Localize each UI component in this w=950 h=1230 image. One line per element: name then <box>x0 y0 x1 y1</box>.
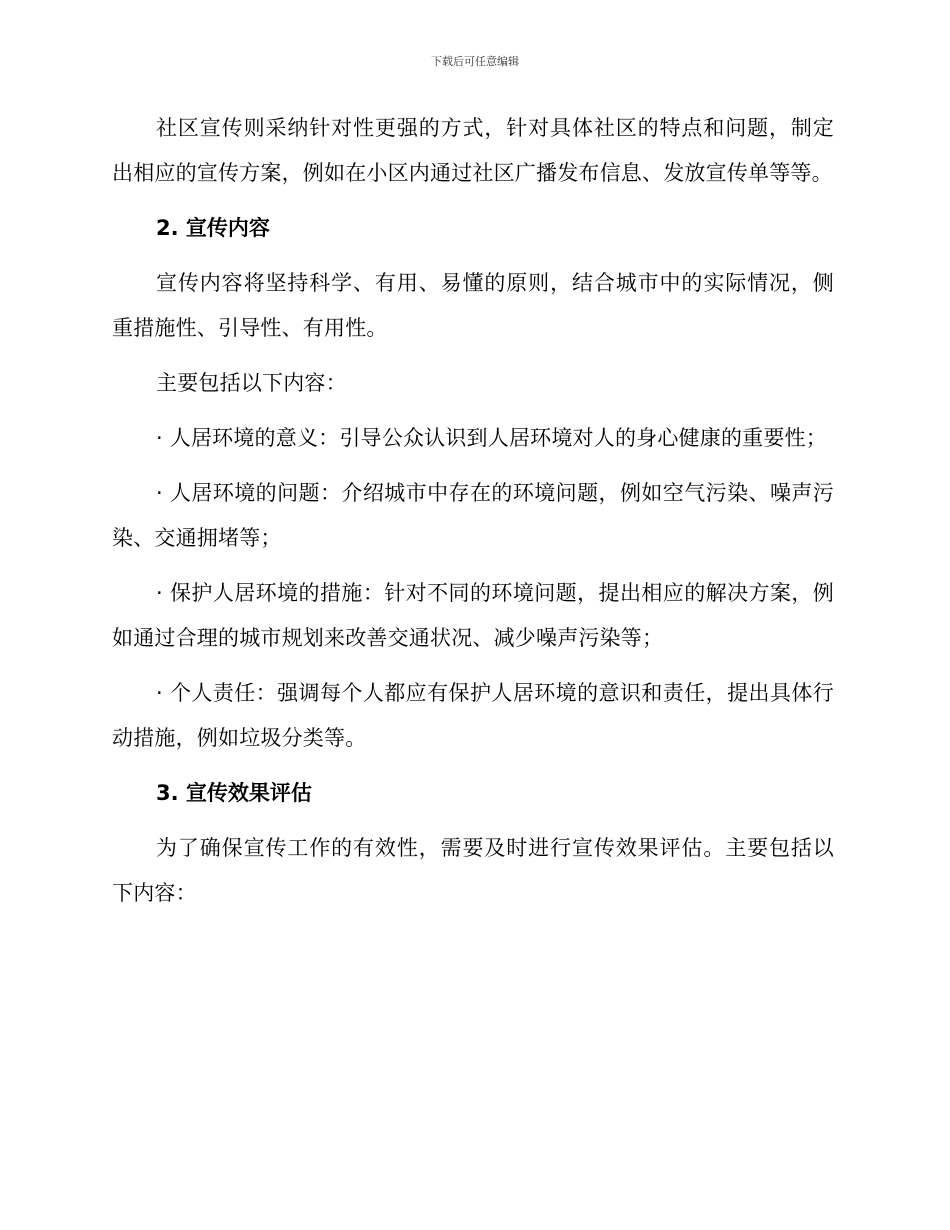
paragraph-community-publicity: 社区宣传则采纳针对性更强的方式，针对具体社区的特点和问题，制定出相应的宣传方案，例如在小区内通过社区广播发布信息、发放宣传单等等。 <box>112 116 834 185</box>
paragraph-content-principles: 宣传内容将坚持科学、有用、易懂的原则，结合城市中的实际情况，侧重措施性、引导性、有用性。 <box>112 271 834 340</box>
bullet-item-measures: · 保护人居环境的措施：针对不同的环境问题，提出相应的解决方案，例如通过合理的城市规划来改善交通状况、减少噪声污染等； <box>112 581 834 650</box>
paragraph-main-includes: 主要包括以下内容： <box>156 371 347 395</box>
document-body <box>112 106 834 926</box>
bullet-item-responsibility: · 个人责任：强调每个人都应有保护人居环境的意识和责任，提出具体行动措施，例如垃圾分类等。 <box>112 681 834 750</box>
bullet-item-meaning: · 人居环境的意义：引导公众认识到人居环境对人的身心健康的重要性； <box>156 426 827 450</box>
bullet-item-problems: · 人居环境的问题：介绍城市中存在的环境问题，例如空气污染、噪声污染、交通拥堵等； <box>112 481 834 550</box>
section-heading-publicity-content: 2. 宣传内容 <box>156 216 270 240</box>
page-header: 下载后可任意编辑 <box>431 55 519 68</box>
paragraph-evaluation-intro: 为了确保宣传工作的有效性，需要及时进行宣传效果评估。主要包括以下内容： <box>112 836 834 905</box>
section-heading-effect-evaluation: 3. 宣传效果评估 <box>156 781 312 805</box>
